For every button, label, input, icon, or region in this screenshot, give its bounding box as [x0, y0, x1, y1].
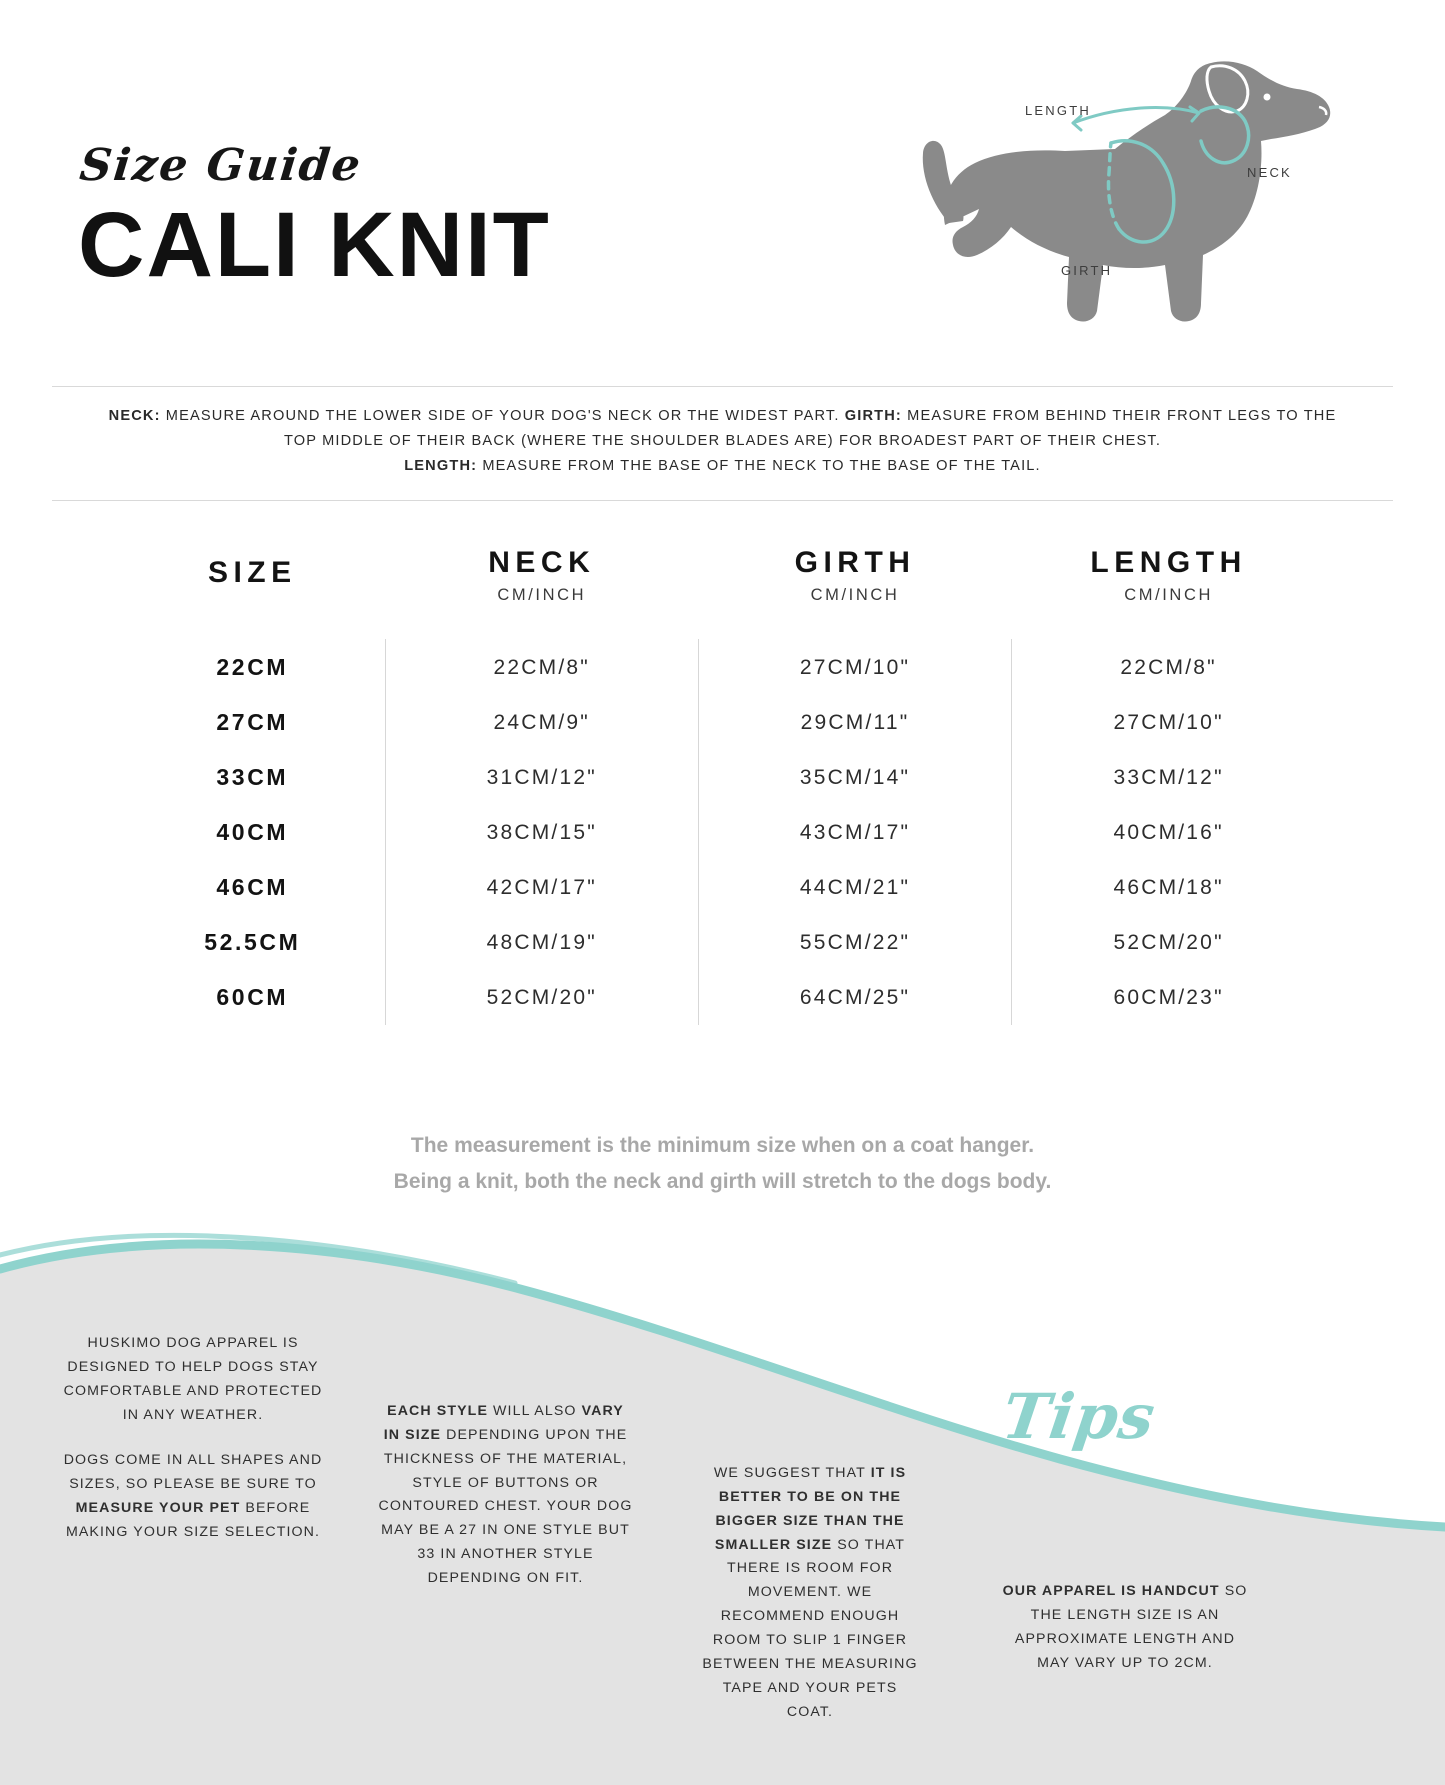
- cell-length: 52CM/20": [1012, 915, 1325, 970]
- instructions-neck-label: NECK:: [108, 408, 161, 424]
- cell-neck: 48CM/19": [385, 915, 698, 970]
- measuring-instructions: [92, 404, 1353, 479]
- cell-neck: 22CM/8": [385, 639, 698, 695]
- tip-2-text-b: WILL ALSO: [488, 1403, 582, 1419]
- divider-bottom: [52, 500, 1393, 501]
- instructions-girth-text: MEASURE FROM BEHIND THEIR FRONT LEGS TO THE TOP MIDDLE OF THEIR BACK (WHERE THE SHOULDER BLADES ARE) FOR BROADEST PART OF THEIR CHEST.: [283, 408, 1337, 450]
- column-header-neck-label: NECK: [488, 546, 596, 579]
- table-body: [120, 639, 1325, 1025]
- column-header-length: [1012, 545, 1325, 639]
- tip-3-paragraph: [700, 1462, 920, 1724]
- cell-length: 33CM/12": [1012, 750, 1325, 805]
- tip-1-text-a: DOGS COME IN ALL SHAPES AND SIZES, SO PLEASE BE SURE TO: [63, 1452, 323, 1493]
- dog-illustration: [915, 45, 1395, 365]
- cell-girth: 44CM/21": [698, 860, 1011, 915]
- tip-2-text-d: DEPENDING UPON THE THICKNESS OF THE MATERIAL, STYLE OF BUTTONS OR CONTOURED CHEST. YOUR DOG MAY BE A 27 IN ONE STYLE BUT 33 IN ANOTHER STYLE DEPENDING ON FIT.: [378, 1426, 633, 1587]
- tip-3-text-c: SO THAT THERE IS ROOM FOR MOVEMENT. WE RECOMMEND ENOUGH ROOM TO SLIP 1 FINGER BETWEEN THE MEASURING TAPE AND YOUR PETS COAT.: [702, 1536, 918, 1720]
- page-title: CALI KNIT: [78, 194, 551, 296]
- size-table-wrapper: [120, 545, 1325, 1025]
- cell-neck: 38CM/15": [385, 805, 698, 860]
- column-header-girth-unit: CM/INCH: [810, 586, 900, 604]
- cell-neck: 42CM/17": [385, 860, 698, 915]
- tip-1-paragraph-1: HUSKIMO DOG APPAREL IS DESIGNED TO HELP DOGS STAY COMFORTABLE AND PROTECTED IN ANY WEATHER.: [63, 1335, 323, 1423]
- cell-size: 22CM: [216, 654, 289, 680]
- column-header-neck: [385, 545, 698, 639]
- cell-neck: 52CM/20": [385, 970, 698, 1025]
- cell-girth: 29CM/11": [698, 695, 1011, 750]
- tip-2-paragraph: [378, 1400, 633, 1591]
- cell-girth: 43CM/17": [698, 805, 1011, 860]
- tip-4-paragraph: [1000, 1580, 1250, 1675]
- diagram-label-neck: NECK: [1247, 165, 1292, 180]
- cell-neck: 31CM/12": [385, 750, 698, 805]
- cell-length: 46CM/18": [1012, 860, 1325, 915]
- note-line-2: Being a knit, both the neck and girth will stretch to the dogs body.: [393, 1170, 1052, 1194]
- tip-1-text-c: BEFORE MAKING YOUR SIZE SELECTION.: [65, 1500, 321, 1541]
- table-row: [120, 860, 1325, 915]
- cell-size: 33CM: [216, 764, 289, 790]
- table-row: [120, 970, 1325, 1025]
- diagram-label-girth: GIRTH: [1061, 263, 1113, 278]
- dog-measurement-diagram: [915, 45, 1395, 365]
- cell-size: 52.5CM: [204, 929, 301, 955]
- table-row: [120, 805, 1325, 860]
- tip-4: [1000, 1580, 1250, 1675]
- cell-size: 40CM: [216, 819, 289, 845]
- page-subtitle: Size Guide: [77, 140, 365, 191]
- instructions-girth-label: GIRTH:: [844, 408, 902, 424]
- tip-1-emphasis: MEASURE YOUR PET: [75, 1500, 241, 1517]
- table-row: [120, 695, 1325, 750]
- header: [0, 0, 1445, 390]
- table-header-row: [120, 545, 1325, 639]
- table-row: [120, 639, 1325, 695]
- title-block: [77, 140, 551, 296]
- column-header-girth-label: GIRTH: [794, 546, 916, 579]
- tip-2-emphasis-a: EACH STYLE: [387, 1403, 489, 1419]
- divider-top: [52, 386, 1393, 387]
- cell-girth: 35CM/14": [698, 750, 1011, 805]
- cell-length: 60CM/23": [1012, 970, 1325, 1025]
- cell-girth: 64CM/25": [698, 970, 1011, 1025]
- tip-2: [378, 1400, 633, 1591]
- cell-girth: 55CM/22": [698, 915, 1011, 970]
- tips-heading: Tips: [997, 1380, 1161, 1453]
- tip-3: [700, 1462, 920, 1724]
- column-header-length-label: LENGTH: [1090, 546, 1247, 579]
- tip-4-emphasis: OUR APPAREL IS HANDCUT: [1002, 1583, 1220, 1599]
- column-header-girth: [698, 545, 1011, 639]
- tip-3-emphasis: IT IS BETTER TO BE ON THE BIGGER SIZE THAN THE SMALLER SIZE: [714, 1465, 907, 1553]
- tip-1: [62, 1332, 324, 1545]
- cell-length: 40CM/16": [1012, 805, 1325, 860]
- instructions-length-text: MEASURE FROM THE BASE OF THE NECK TO THE BASE OF THE TAIL.: [477, 458, 1041, 475]
- cell-neck: 24CM/9": [385, 695, 698, 750]
- table-row: [120, 750, 1325, 805]
- tip-3-text-a: WE SUGGEST THAT: [713, 1465, 871, 1481]
- cell-length: 27CM/10": [1012, 695, 1325, 750]
- size-table: [120, 545, 1325, 1025]
- note-line-1: The measurement is the minimum size when on a coat hanger.: [410, 1134, 1035, 1157]
- column-header-size-label: SIZE: [207, 555, 297, 589]
- column-header-neck-unit: CM/INCH: [497, 586, 587, 604]
- cell-girth: 27CM/10": [698, 639, 1011, 695]
- instructions-neck-text: MEASURE AROUND THE LOWER SIDE OF YOUR DOG'S NECK OR THE WIDEST PART.: [160, 408, 845, 424]
- column-header-size: [120, 545, 385, 639]
- cell-length: 22CM/8": [1012, 639, 1325, 695]
- tip-1-paragraph-2: [62, 1449, 324, 1544]
- column-header-length-unit: CM/INCH: [1124, 586, 1213, 604]
- cell-size: 27CM: [216, 709, 289, 735]
- diagram-label-length: LENGTH: [1025, 103, 1091, 118]
- table-row: [120, 915, 1325, 970]
- tip-2-emphasis-c: VARY IN SIZE: [383, 1403, 624, 1443]
- tip-4-text-b: SO THE LENGTH SIZE IS AN APPROXIMATE LENGTH AND MAY VARY UP TO 2CM.: [1014, 1583, 1248, 1671]
- table-notes: [0, 1128, 1445, 1200]
- cell-size: 60CM: [216, 984, 289, 1010]
- instructions-length-label: LENGTH:: [404, 458, 478, 475]
- cell-size: 46CM: [216, 874, 289, 900]
